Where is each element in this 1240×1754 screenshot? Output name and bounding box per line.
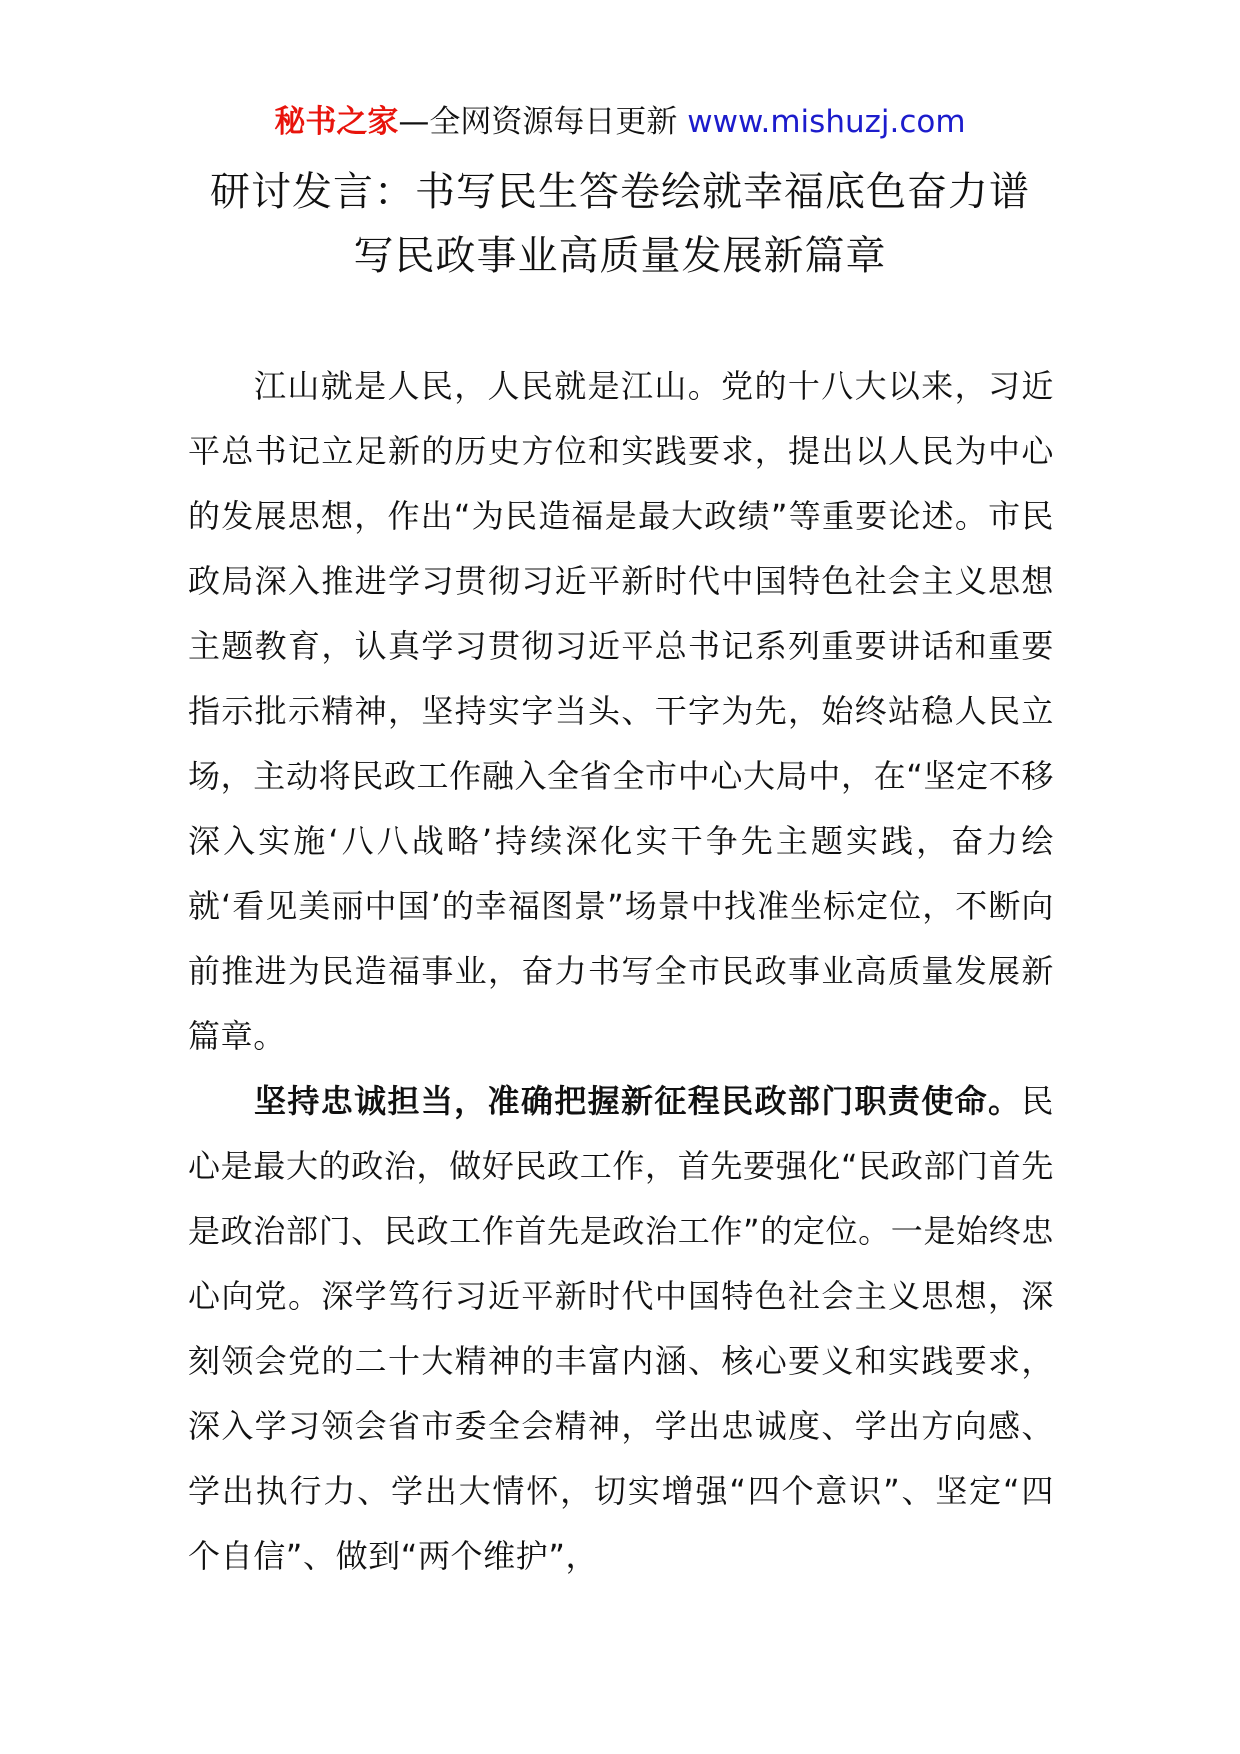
document-title bbox=[150, 160, 1090, 288]
site-link[interactable]: www.mishuzj.com bbox=[687, 104, 966, 140]
header-tagline: —全网资源每日更新 bbox=[398, 104, 688, 140]
brand-name: 秘书之家 bbox=[274, 104, 399, 140]
title-line-2: 写民政事业高质量发展新篇章 bbox=[353, 233, 887, 279]
paragraph-section-1 bbox=[188, 1069, 1054, 1589]
document-body bbox=[188, 354, 1054, 1589]
section-1-text: 民心是最大的政治，做好民政工作，首先要强化“民政部门首先是政治部门、民政工作首先是政治工作”的定位。一是始终忠心向党。深学笃行习近平新时代中国特色社会主义思想，深刻领会党的二十大精神的丰富内涵、核心要义和实践要求，深入学习领会省市委全会精神，学出忠诚度、学出方向感、学出执行力、学出大情怀，切实增强“四个意识”、坚定“四个自信”、做到“两个维护”， bbox=[188, 1082, 1054, 1575]
section-1-heading: 坚持忠诚担当，准确把握新征程民政部门职责使命。 bbox=[254, 1082, 1022, 1120]
title-line-1: 研讨发言：书写民生答卷绘就幸福底色奋力谱 bbox=[210, 169, 1030, 215]
site-header bbox=[0, 100, 1240, 144]
paragraph-intro: 江山就是人民，人民就是江山。党的十八大以来，习近平总书记立足新的历史方位和实践要求，提出以人民为中心的发展思想，作出“为民造福是最大政绩”等重要论述。市民政局深入推进学习贯彻习近平新时代中国特色社会主义思想主题教育，认真学习贯彻习近平总书记系列重要讲话和重要指示批示精神，坚持实字当头、干字为先，始终站稳人民立场，主动将民政工作融入全省全市中心大局中，在“坚定不移深入实施‘八八战略’持续深化实干争先主题实践，奋力绘就‘看见美丽中国’的幸福图景”场景中找准坐标定位，不断向前推进为民造福事业，奋力书写全市民政事业高质量发展新篇章。 bbox=[188, 367, 1054, 1055]
